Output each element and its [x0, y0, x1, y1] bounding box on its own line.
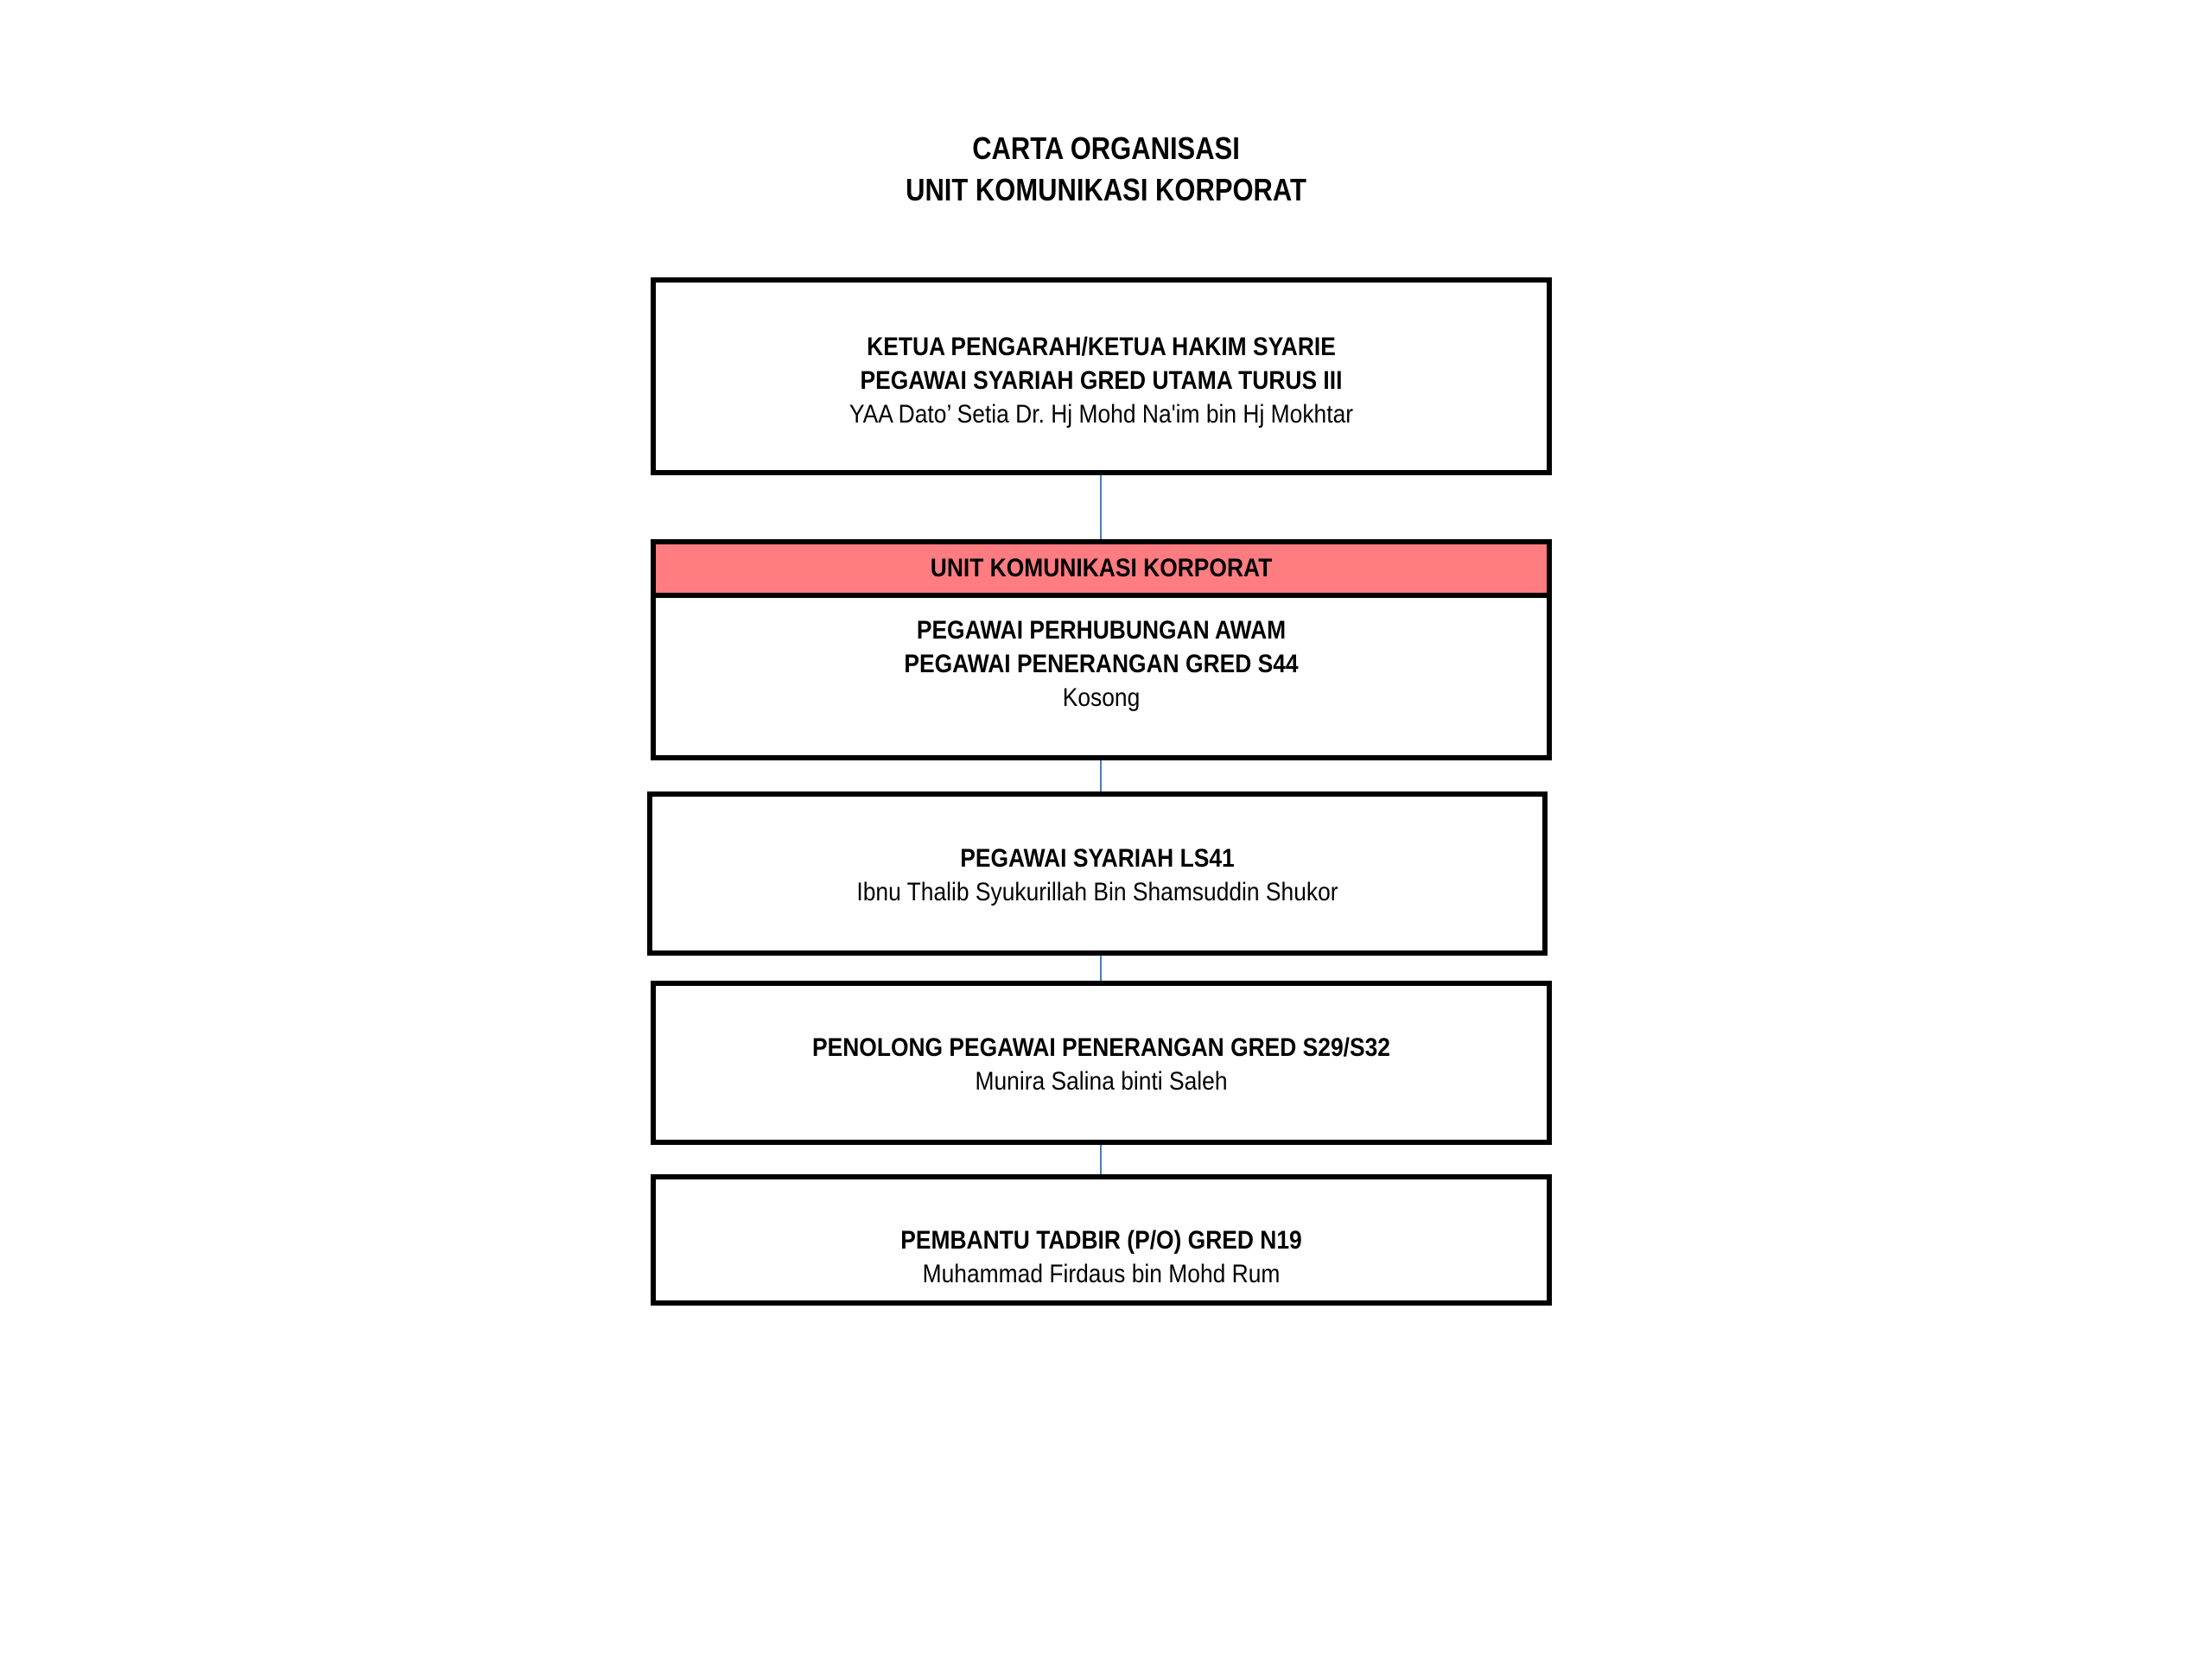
- chart-subtitle: UNIT KOMUNIKASI KORPORAT: [906, 172, 1306, 207]
- position-title: KETUA PENGARAH/KETUA HAKIM SYARIE: [867, 333, 1336, 361]
- org-node-assistant-info-officer: [651, 981, 1552, 1145]
- position-holder: YAA Dato’ Setia Dr. Hj Mohd Na'im bin Hj Mokhtar: [849, 400, 1354, 429]
- position-holder: Ibnu Thalib Syukurillah Bin Shamsuddin Shukor: [856, 878, 1338, 906]
- org-node-unit: [651, 539, 1552, 760]
- connector-line: [1100, 1143, 1102, 1176]
- org-node-syariah-officer: [647, 791, 1548, 956]
- position-holder: Kosong: [1062, 683, 1141, 712]
- position-grade: PEGAWAI PENERANGAN GRED S44: [904, 650, 1299, 678]
- position-holder: Munira Salina binti Saleh: [975, 1067, 1228, 1096]
- connector-line: [1100, 474, 1102, 541]
- position-holder: Muhammad Firdaus bin Mohd Rum: [922, 1260, 1281, 1288]
- position-title: PENOLONG PEGAWAI PENERANGAN GRED S29/S32: [812, 1033, 1390, 1062]
- org-node-admin-assistant: [651, 1174, 1552, 1306]
- chart-title: CARTA ORGANISASI: [972, 130, 1240, 166]
- position-title: PEGAWAI PERHUBUNGAN AWAM: [916, 616, 1287, 645]
- unit-name: UNIT KOMUNIKASI KORPORAT: [930, 554, 1273, 582]
- unit-header: [656, 544, 1547, 598]
- connector-line: [1100, 954, 1102, 982]
- connector-line: [1100, 759, 1102, 793]
- position-title: PEGAWAI SYARIAH LS41: [960, 844, 1235, 873]
- org-node-director: [651, 277, 1552, 475]
- position-title: PEMBANTU TADBIR (P/O) GRED N19: [900, 1226, 1302, 1255]
- position-grade: PEGAWAI SYARIAH GRED UTAMA TURUS III: [860, 366, 1343, 395]
